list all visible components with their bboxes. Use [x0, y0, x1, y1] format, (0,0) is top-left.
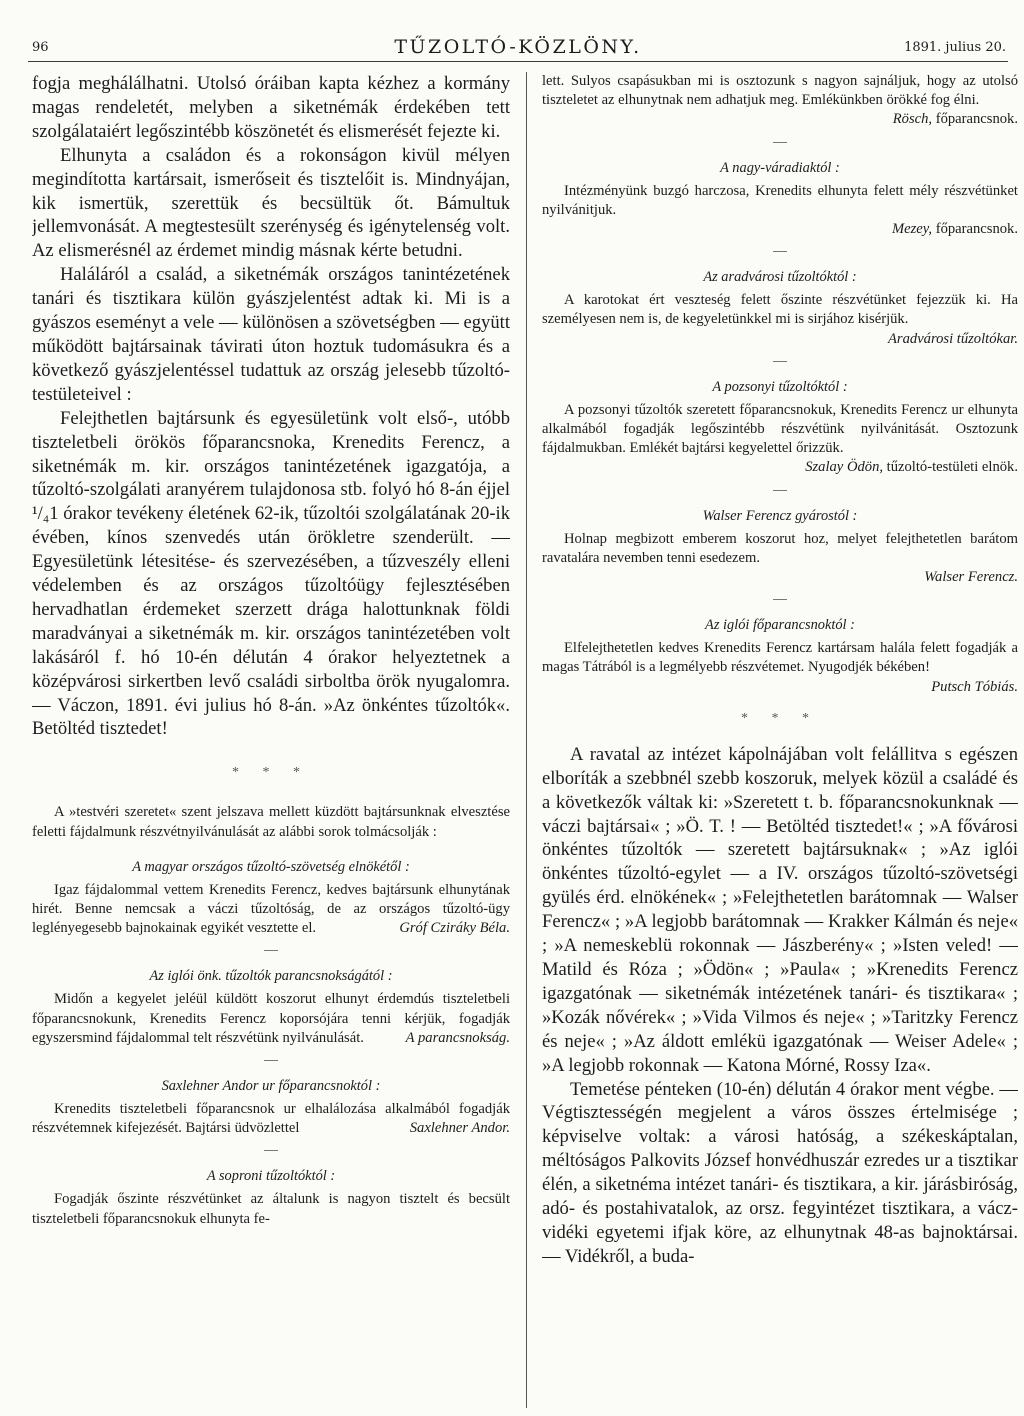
message-signature: A parancsnokság. [405, 1029, 510, 1046]
message-body: Midőn a kegyelet jeléül küldött koszorut elhunyt érdemdús tiszteletbeli főparancsnokunk, Krenedits Ferencz koporsójára tenni kérjük, fogadják egyszersmind fájdalommal telt részvétünk nyilvánulását. A parancsnokság. [32, 990, 510, 1048]
message-heading: Saxlehner Andor ur főparancsnoktól : [161, 1078, 381, 1094]
divider-dash [264, 1150, 278, 1151]
paragraph: Haláláról a család, a siketnémák országos tanintézetének tanári és tisztikara külön gyászjelentést adtak ki. Mi is a gyászos eseményt a vele — különösen a szövetségben — együtt működött bajtársainak távirati úton hoztuk tudomásukra és a következő gyászjelentéssel tudattuk az ország jelesebb tűzoltó-testületeivel : [32, 264, 510, 405]
section-separator-stars: * * * [232, 765, 310, 781]
right-column [542, 72, 1018, 1412]
message-signature: Mezey, főparancsnok. [891, 221, 1018, 238]
message-body: Fogadják őszinte részvétünket az általunk is nagyon tisztelt és becsült tiszteletbeli főparancsnokuk elhunyta fe- [32, 1191, 510, 1227]
message-heading: Az aradvárosi tűzoltóktól : [703, 269, 857, 286]
message-body: Krenedits tiszteletbeli főparancsnok ur elhalálozása alkalmából fogadják részvétemnek kifejezését. Bajtársi üdvözlettel Saxlehner Andor. [32, 1100, 510, 1138]
paragraph: Felejthetlen bajtársunk és egyesületünk volt első-, utóbb tiszteletbeli örökös főparancsnoka, Krenedits Ferencz, a siketnémák m. kir. országos tanintézetének igazgatója, a tűzoltó-szolgálati aranyérem tulajdonosa stb. folyó hó 8-án éjjel ¹/₄1 órakor tevékeny életének 62-ik, tűzoltói szolgálatának 20-ik évében, kínos szenvedés után örökletre szenderült. — Egyesületünk létesitése- és szervezésében, a tűzveszély elleni védelemben és az országos tűzoltóügy fejlesztésében hervadhatlan érdemeket szerzett drága halottunknak földi maradványai a siketnémák m. kir. országos tanintézetében volt lakásáról f. hó 10-én délután 4 órakor helyeztetnek a középvárosi sirkertben levő családi sirboltba örök nyugalomra. — Váczon, 1891. évi julius hó 8-án. »Az önkéntes tűzoltók«. Betöltéd tisztedet! [32, 407, 510, 740]
divider-dash [773, 142, 787, 143]
message-signature: Walser Ferencz. [924, 569, 1018, 586]
paragraph: A ravatal az intézet kápolnájában volt felállitva s egészen elboríták a szebbnél szebb koszoruk, melyek közül a családé és a következők váltak ki: »Szeretett t. b. főparancsnokunknak — váczi bajtársai« ; »Ö. T. ! — Betöltéd tisztedet!« ; »A fővárosi önkéntes tűzoltók — szeretett bajtársuknak« ; »Az iglói önkéntes tűzoltó-egylet — a IV. országos tűzoltó-szövetségi gyülés érd. elnökének« ; »Felejthetetlen barátomnak — Walser Ferencz« ; »A legjobb barátomnak — Krakker Kálmán és neje« ; »A nemeskeblü rokonnak — Jászberény« ; »Isten veled! — Matild és Róza ; »Ödön« ; »Paula« ; »Krenedits Ferencz igazgatónak — siketnémák intézetének tanári- és tisztikara« ; »Kozák nővérek« ; »Vida Vilmos és neje« ; »Taritzky Ferencz és neje« ; »Az áldott emlékü igazgatónak — Weiser Adele« ; »A legjobb rokonnak — Katona Mórné, Rossy Iza«. [542, 743, 1018, 1076]
message-heading: Walser Ferencz gyárostól : [702, 507, 858, 524]
message-heading: Az iglói önk. tűzoltók parancsnokságától : [149, 968, 393, 985]
message-body: A pozsonyi tűzoltók szeretett főparancsnokuk, Krenedits Ferencz ur elhunyta alkalmából fogadják legőszintébb részvétünk nyilvánitását. Osztozunk fájdalmukban. Emlékét bajtársi kegyelettel őrizzük. [542, 401, 1018, 457]
message-heading: A nagy-váradiaktól : [720, 159, 840, 176]
paragraph: Elhunyta a családon és a rokonságon kivül mélyen megindította kartársait, ismerőseit és tisztelőit is. Mindnyájan, kik ismertük, szerettük és becsültük őt. Bámultuk jellemvonását. A megtestesült szerénység és igénytelenség volt. Az elismerésnél az érdemet mindig másnak kérte betudni. [32, 144, 510, 262]
divider-dash [264, 1060, 278, 1061]
section-separator-stars: * * * [741, 710, 819, 726]
page-number: 96 [32, 40, 49, 55]
paragraph: Temetése pénteken (10-én) délután 4 órakor ment végbe. — Végtisztességén megjelent a város összes értelmisége ; képviselve voltak: a városi hatóság, a székeskáptalan, méltóságos Palkovits József honvédhuszár ezredes ur a tisztikar élén, a siketnéma intézet tanári- és tisztikara, a kir. járásbiróság, adó- és postahivatalok, az orsz. fegyintézet tisztikara, a vácz-vidéki egyetemi ifjak köre, az elhunytnak 48-as bajnoktársai. — Vidékről, a buda- [542, 1078, 1018, 1267]
divider-dash [773, 361, 787, 362]
divider-dash [773, 251, 787, 252]
message-body: Holnap megbizott emberem koszorut hoz, melyet felejthetetlen barátom ravatalára nevemben tenni esedezem. [542, 530, 1018, 566]
divider-dash [773, 599, 787, 600]
page-header [28, 22, 1008, 62]
message-signature: Aradvárosi tűzoltókar. [888, 330, 1018, 347]
message-body: Elfelejthetetlen kedves Krenedits Ferencz kartársam halála felett fogadják a magas Tátrából is a legmélyebb részvétemet. Nyugodjék békében! Putsch Tóbiás. [542, 639, 1018, 697]
message-body: lett. Sulyos csapásukban mi is osztozunk s nagyon sajnáljuk, hogy az utolsó tiszteletet az elhunytnak nem adhatjuk meg. Emlékünkben örökké fog élni. [542, 73, 1018, 109]
paragraph: fogja meghálálhatni. Utolsó óráiban kapta kézhez a kormány magas rendeletét, melyben a siketnémák érdekében tett szolgálataiért legőszintébb köszönetét és elismerését fejezte ki. [32, 73, 510, 142]
message-body: A karotokat ért veszteség felett őszinte részvétünket fejezzük ki. Ha személyesen nem is, de kegyeletünkkel mi is sirjához kisérjük. Aradvárosi tűzoltókar. [542, 291, 1018, 349]
issue-date: 1891. julius 20. [904, 40, 1006, 55]
message-heading: A pozsonyi tűzoltóktól : [712, 378, 848, 395]
message-signature: Gróf Cziráky Béla. [399, 920, 510, 937]
message-signature: Saxlehner Andor. [409, 1120, 510, 1137]
message-signature: Szalay Ödön, tűzoltó-testületi elnök. [805, 459, 1018, 476]
masthead-title: TŰZOLTÓ-KÖZLÖNY. [394, 36, 642, 58]
divider-dash [264, 950, 278, 951]
message-signature: Rösch, főparancsnok. [892, 111, 1018, 128]
message-signature: Putsch Tóbiás. [931, 678, 1018, 695]
message-heading: A magyar országos tűzoltó-szövetség elnökétől : [132, 858, 410, 875]
message-body: Intézményünk buzgó harczosa, Krenedits elhunyta felett mély részvétünket nyilvánitjuk. [542, 182, 1018, 218]
left-column [32, 72, 510, 1412]
column-divider [526, 72, 527, 1408]
divider-dash [773, 490, 787, 491]
message-body: Igaz fájdalommal vettem Krenedits Ferencz, kedves bajtársunk elhunytának hirét. Benne nemcsak a váczi tűzoltóság, de az országos tűzoltó-ügy leglényegesebb bajnokainak egyikét vesztette el. Gróf Cziráky Béla. [32, 881, 510, 939]
condolence-intro: A »testvéri szeretet« szent jelszava mellett küzdött bajtársunknak elvesztése feletti fájdalmunk részvétnyilvánulását az alábbi sorok tolmácsolják : [32, 804, 510, 840]
message-heading: A soproni tűzoltóktól : [206, 1168, 336, 1185]
message-heading: Az iglói főparancsnoktól : [705, 617, 855, 634]
